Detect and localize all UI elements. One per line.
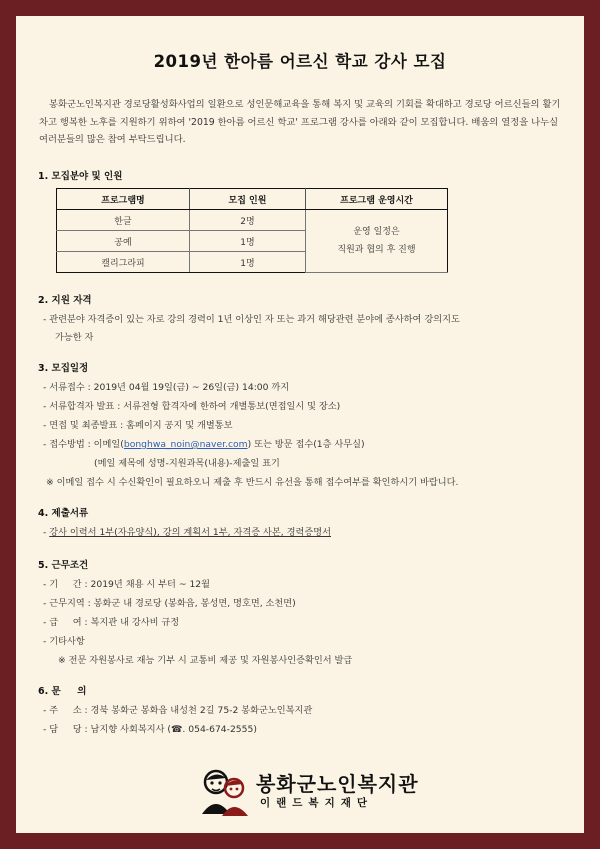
section-heading-qualification: 2. 지원 자격 [38, 295, 92, 306]
contact-prefix: - 담 당 : 남지향 사회복지사 ( [43, 724, 171, 735]
recruitment-table [56, 188, 448, 273]
condition-period: - 기 간 : 2019년 채용 시 부터 ~ 12월 [43, 579, 211, 590]
schedule-item-submission: - 서류접수 : 2019년 04월 19일(금) ~ 26일(금) 14:00 까지 [43, 382, 290, 393]
contact-address: - 주 소 : 경북 봉화군 봉화읍 내성천 2길 75-2 봉화군노인복지관 [43, 705, 313, 716]
section-heading-documents: 4. 제출서류 [38, 508, 89, 519]
schedule-item-mail-subject: (메일 제목에 성명-지원과목(내용)-제출일 표기 [94, 458, 280, 469]
logo-foundation: 이랜드복지재단 [260, 797, 374, 809]
documents-list: 강사 이력서 1부(자유양식), 강의 계획서 1부, 자격증 사본, 경력증명서 [49, 527, 331, 538]
poster-frame [16, 16, 584, 833]
schedule-line-1: 운영 일정은 [353, 227, 400, 237]
logo-name: 봉화군노인복지관 [256, 772, 419, 796]
qualification-line-1: - 관련분야 자격증이 있는 자로 강의 경력이 1년 이상인 자 또는 과거 해당관련 분야에 종사하여 강의지도 [43, 314, 460, 325]
documents-prefix: - [43, 527, 50, 538]
program-name: 한글 [57, 210, 190, 231]
condition-note: ※ 전문 자원봉사로 재능 기부 시 교통비 제공 및 자원봉사인증확인서 발급 [58, 655, 353, 666]
header-schedule: 프로그램 운영시간 [306, 189, 448, 210]
method-suffix: ) 또는 방문 접수(1층 사무실) [247, 439, 365, 450]
program-count: 1명 [190, 231, 306, 252]
section-heading-conditions: 5. 근무조건 [38, 560, 89, 571]
method-prefix: - 접수방법 : 이메일( [43, 439, 124, 450]
phone-icon: ☎ [170, 724, 183, 735]
schedule-note: ※ 이메일 접수 시 수신확인이 필요하오니 제출 후 반드시 유선을 통해 접수여부를 확인하시기 바랍니다. [46, 477, 459, 488]
elderly-couple-icon [196, 766, 252, 816]
schedule-item-interview: - 면접 및 최종발표 : 홈페이지 공지 및 개별통보 [43, 420, 233, 431]
header-count: 모집 인원 [190, 189, 306, 210]
email-link[interactable]: bonghwa_noin@naver.com [123, 439, 248, 450]
program-name: 캘리그라피 [57, 252, 190, 273]
documents-line [43, 524, 331, 538]
qualification-line-2: 가능한 자 [55, 332, 94, 343]
table-row [57, 210, 448, 231]
condition-etc: - 기타사항 [43, 636, 85, 647]
intro-paragraph: 봉화군노인복지관 경로당활성화사업의 일환으로 성인문해교육을 통해 복지 및 교육의 기회를 확대하고 경로당 어르신들의 활기차고 행복한 노후를 지원하기 위하여 '2019 한아름 어르신 학교' 프로그램 강사를 아래와 같이 모집합니다. 배움의 열정을 나누실 여러분들의 많은 참여 부탁드립니다. [39, 99, 561, 145]
condition-pay: - 급 여 : 복지관 내 강사비 규정 [43, 617, 180, 628]
table-header-row [57, 189, 448, 210]
section-heading-schedule: 3. 모집일정 [38, 363, 89, 374]
program-count: 2명 [190, 210, 306, 231]
page-title: 2019년 한아름 어르신 학교 강사 모집 [153, 52, 447, 71]
schedule-item-announcement: - 서류합격자 발표 : 서류전형 합격자에 한하여 개별통보(면접일시 및 장소) [43, 401, 341, 412]
section-heading-recruitment: 1. 모집분야 및 인원 [38, 171, 123, 182]
contact-phone: . 054-674-2555) [182, 724, 257, 735]
organization-logo [196, 766, 426, 816]
condition-area: - 근무지역 : 봉화군 내 경로당 (봉화읍, 봉성면, 명호면, 소천면) [43, 598, 296, 609]
header-program: 프로그램명 [57, 189, 190, 210]
program-count: 1명 [190, 252, 306, 273]
schedule-item-method [43, 436, 365, 450]
contact-person [43, 721, 257, 735]
schedule-cell [306, 210, 448, 273]
schedule-line-2: 직원과 협의 후 진행 [337, 245, 416, 255]
program-name: 공예 [57, 231, 190, 252]
section-heading-contact: 6. 문 의 [38, 686, 87, 697]
